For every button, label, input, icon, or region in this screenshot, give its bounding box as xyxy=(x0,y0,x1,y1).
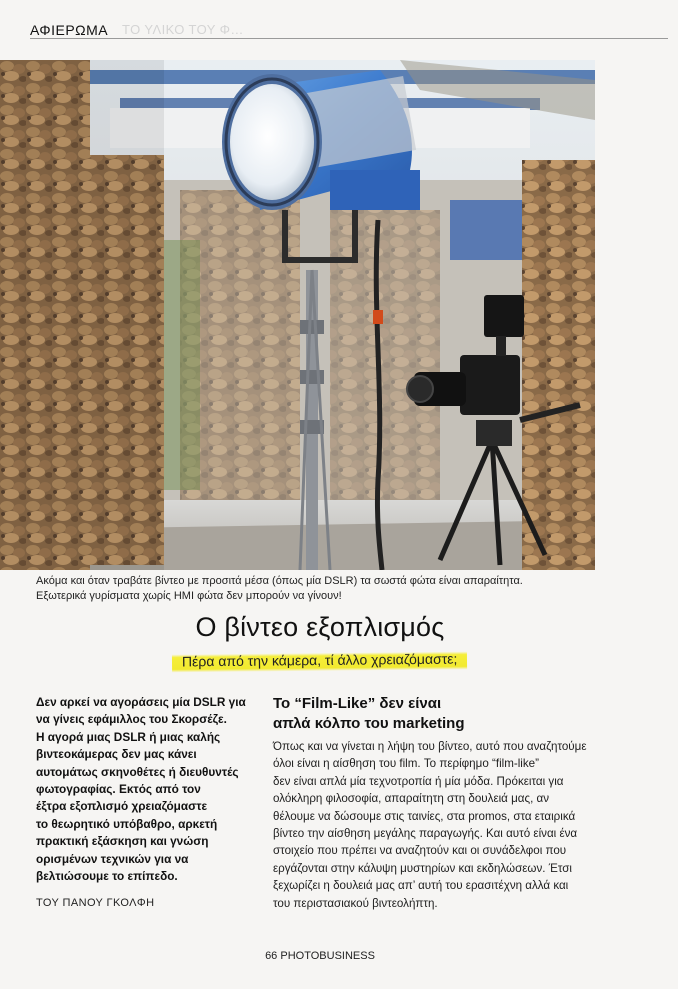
intro-paragraph xyxy=(36,694,272,885)
body-line: ξεχωρίζει η δουλειά μας απ’ αυτή του ερασιτέχνη αλλά και xyxy=(273,879,569,893)
subhead-line: απλά κόλπο του marketing xyxy=(273,715,465,732)
page-number: 66 xyxy=(265,950,278,962)
photo-caption xyxy=(36,574,596,604)
page-footer xyxy=(0,950,640,962)
magazine-name: PHOTOBUSINESS xyxy=(280,950,375,962)
body-line: εργάζονται στην κάλυψη μυστηρίων και εκδηλώσεων. Έτσι xyxy=(273,861,572,875)
intro-line: ορισμένων τεχνικών για να xyxy=(36,851,189,866)
body-paragraph xyxy=(273,738,613,912)
intro-line: να γίνεις εφάμιλλος του Σκορσέζε. xyxy=(36,712,227,727)
intro-line: πρακτική εξάσκηση και γνώση xyxy=(36,834,209,849)
intro-line: το θεωρητικό υπόβαθρο, αρκετή xyxy=(36,816,218,831)
body-line: Όπως και να γίνεται η λήψη του βίντεο, αυτό που αναζητούμε xyxy=(273,740,587,753)
header-rule xyxy=(30,38,668,39)
section-subhead xyxy=(273,694,613,734)
intro-column xyxy=(36,694,272,909)
body-column xyxy=(273,694,613,912)
intro-line: φωτογραφίας. Εκτός από τον xyxy=(36,782,201,797)
body-line: βίντεο την αίσθηση μεγάλης παραγωγής. Και αυτό είναι ένα xyxy=(273,827,578,841)
intro-line: Δεν αρκεί να αγοράσεις μία DSLR για xyxy=(36,695,246,709)
intro-line: έξτρα εξοπλισμό χρειαζόμαστε xyxy=(36,799,208,814)
body-line: όλοι είναι η αίσθηση του film. Το περίφημο “film-like” xyxy=(273,757,539,771)
intro-line: βιντεοκάμερας δεν μας κάνει xyxy=(36,747,197,762)
intro-line: αυτομάτως σκηνοθέτες ή διευθυντές xyxy=(36,764,239,779)
body-line: στοιχείο που πρέπει να αναζητούν και οι συνάδελφοι που xyxy=(273,844,567,858)
body-line: δεν είναι απλά μία τεχνοτροπία ή μία μόδα. Πρόκειται για xyxy=(273,774,564,788)
body-line: ολόκληρη φιλοσοφία, απαραίτητη στη δουλειά μας, αν xyxy=(273,792,550,806)
intro-line: Η αγορά μιας DSLR ή μιας καλής xyxy=(36,729,221,744)
hmi-light-and-dslr-photo xyxy=(0,60,595,570)
article-subtitle-highlighted: Πέρα από την κάμερα, τί άλλο χρειαζόμαστε; xyxy=(172,649,468,672)
caption-line: Εξωτερικά γυρίσματα χωρίς HMI φώτα δεν μπορούν να γίνουν! xyxy=(36,590,342,602)
author-byline: ΤΟΥ ΠΑΝΟΥ ΓΚΟΛΦΗ xyxy=(36,897,155,910)
article-title: Ο βίντεο εξοπλισμός xyxy=(195,612,445,642)
subhead-line: Το “Film-Like” δεν είναι xyxy=(273,695,442,712)
section-label: ΑΦΙΕΡΩΜΑ xyxy=(30,22,109,38)
intro-line: βελτιώσουμε το επίπεδο. xyxy=(36,869,178,884)
subtitle-container xyxy=(0,651,640,671)
header-bleedthrough: ΤΟ ΥΛΙΚΟ ΤΟΥ Φ… xyxy=(122,22,244,37)
body-line: του περιστασιακού βιντεολήπτη. xyxy=(273,896,438,910)
caption-line: Ακόμα και όταν τραβάτε βίντεο με προσιτά μέσα (όπως μία DSLR) τα σωστά φώτα είναι απαραίτητα. xyxy=(36,575,523,587)
body-line: θέλουμε να δώσουμε στις ταινίες, στα promos, στα εταιρικά xyxy=(273,809,576,823)
